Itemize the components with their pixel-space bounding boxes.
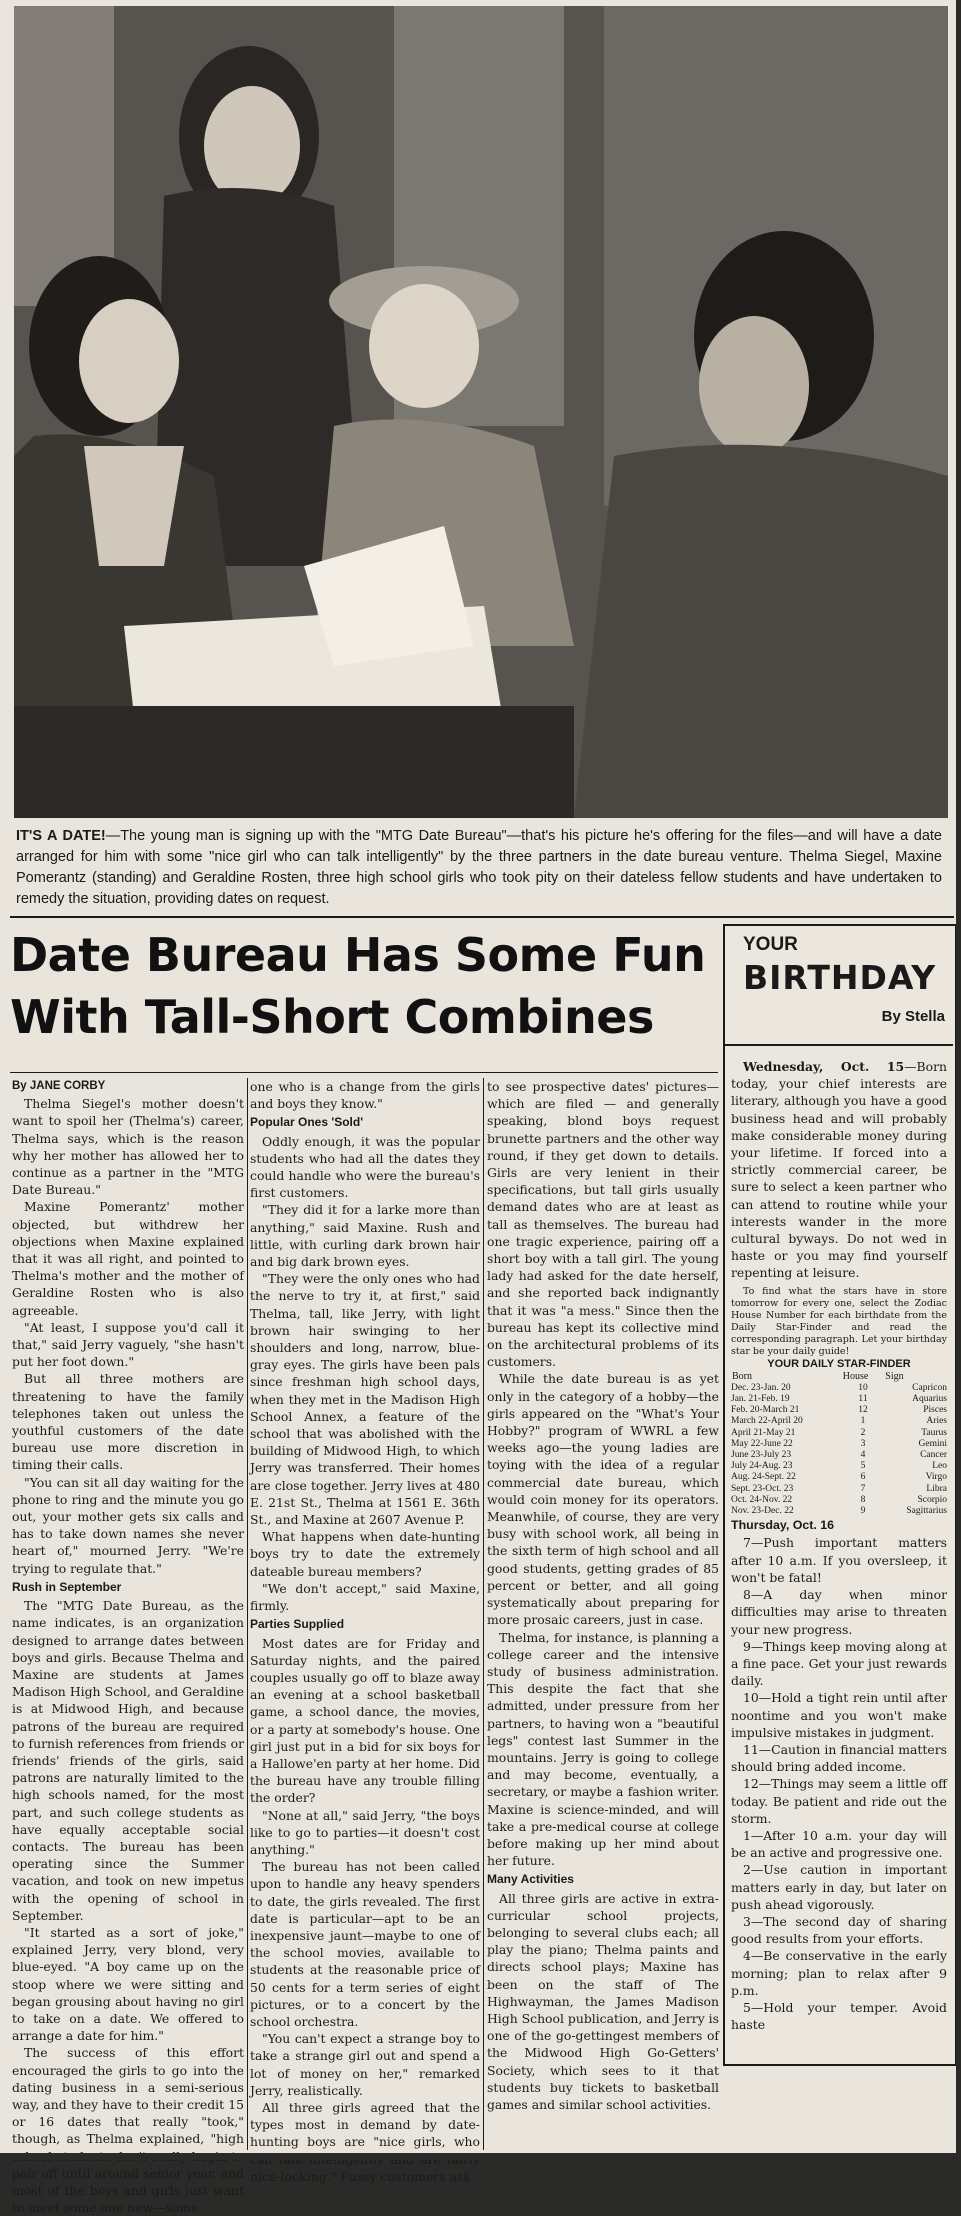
paragraph: "They did it for a larke more than anything," said Maxine. Rush and little, with curling dark brown hair and big dark brown eyes. [250, 1202, 480, 1270]
horoscope-item: 9—Things keep moving along at a fine pace. Get your just rewards daily. [731, 1638, 947, 1689]
paragraph: "They were the only ones who had the nerve to try it, at first," said Thelma, tall, like Jerry, with light brown hair swinging to her shoulders and long, narrow, blue-gray eyes. The girls have been pals since freshman high school days, when they met in the Madison High School Annex, a feature of the school that was abolished with the building of Midwood High, to which Jerry was transferred. Their homes are close together. Jerry lives at 480 E. 21st St., Thelma at 1561 E. 36th St., and Maxine at 2607 Avenue P. [250, 1271, 480, 1528]
paragraph: "You can sit all day waiting for the phone to ring and the minute you go out, your mother gets six calls and has to take down names she never heart of," mourned Jerry. "We're trying to regulate that." [12, 1474, 244, 1576]
horoscope-item: 2—Use caution in important matters early in day, but later on push ahead vigorously. [731, 1862, 947, 1912]
paragraph: "It started as a sort of joke," explained Jerry, very blond, very blue-eyed. "A boy came up on the stoop where we were sitting and began grousing about having no girl to take on a date. We offered to arrange a date for him." [12, 1924, 244, 2044]
house-cell: 7 [860, 1483, 866, 1494]
paragraph: But all three mothers are threatening to have the family telephones taken out unless the youthful customers of the date bureau use more discretion in timing their calls. [12, 1371, 244, 1473]
day-heading-wednesday: Wednesday, Oct. 15 [743, 1059, 905, 1074]
table-row [731, 1506, 947, 1517]
sign-cell: Libra [926, 1483, 947, 1494]
headline [10, 924, 715, 1048]
subhead-rush: Rush in September [12, 1579, 122, 1594]
horoscope-title: BIRTHDAY [743, 958, 937, 997]
horoscope-item: 7—Push important matters after 10 a.m. If you oversleep, it won't be fatal! [731, 1535, 947, 1585]
born-cell: Oct. 24-Nov. 22 [731, 1494, 793, 1505]
table-row [731, 1495, 947, 1506]
horoscope-byline: By Stella [881, 1008, 945, 1025]
paragraph: to see prospective dates' pictures—which are filed — and generally speaking, blond boys request brunette partners and the other way round, if they get down to details. Girls are very lenient in their specifications, but tall girls usually demand dates who are at least as tall as themselves. The bureau had one tragic experience, pairing off a short boy with a tall girl. The young lady had asked for the date herself, and she reported back indignantly that it was "a mess." Since then the bureau has kept its collective mind on the architectural problems of its customers. [487, 1079, 719, 1370]
paragraph: While the date bureau is as yet only in the category of a hobby—the girls appeared on the "What's Your Hobby?" program of WWRL a few weeks ago—the young ladies are toying with the idea of a regular commercial date bureau, which would coin money for its operators. Meanwhile, of course, they are very busy with school work, all being in the sixth term of high school and all good students, getting grades of 85 percent or better, and all going systematically about preparing for more prosaic careers, just in case. [487, 1371, 719, 1628]
paragraph: Thelma, for instance, is planning a college career and the intensive study of business administration. This despite the fact that she admitted, under pressure from her partners, to having won a "beautiful legs" contest last Summer in the mountains. Jerry is going to college and may become, eventually, a secretary, or maybe a fashion writer. Maxine is science-minded, and will take a pre-medical course at college before making up her mind about her future. [487, 1629, 719, 1869]
sign-cell: Cancer [920, 1450, 947, 1461]
table-row [731, 1439, 947, 1450]
paragraph: Most dates are for Friday and Saturday nights, and the paired couples usually go off to blaze away an evening at a school basketball game, a school dance, the movies, or a party at somebody's house. One girl just put in a bid for six boys for a Hallowe'en party at her home. Did the bureau have any trouble filling the order? [250, 1635, 480, 1806]
star-finder-title: YOUR DAILY STAR-FINDER [767, 1357, 911, 1370]
paragraph: The success of this effort encouraged the girls to go into the dating business in a semi-serious way, and they have to their credit 15 or 16 dates that really "took," though, as Thelma explained, "high pair off until around senior year, and most of the boys and girls just want to meet some one new—some [12, 2045, 244, 2216]
column-rule-2 [483, 1078, 484, 2150]
news-photo [14, 6, 948, 818]
paragraph: All three girls agreed that the types most in demand by date-hunting boys are "nice girls, who nice-looking." Fussy customers ask [250, 2099, 480, 2184]
house-cell: 6 [860, 1472, 866, 1483]
horoscope-item: 12—Things may seem a little off today. Be patient and ride out the storm. [731, 1776, 947, 1826]
horoscope-item: 8—A day when minor difficulties may arise to threaten your new progress. [731, 1587, 947, 1637]
headline-line-2: With Tall-Short Combines [10, 990, 654, 1044]
horoscope-rule [725, 1044, 953, 1046]
table-header-row [731, 1370, 947, 1383]
article-column-3 [487, 1078, 719, 2153]
house-cell: 3 [860, 1438, 866, 1449]
horoscope-box [723, 924, 957, 2066]
table-row [731, 1405, 947, 1416]
horoscope-item: 10—Hold a tight rein until after noontime and you won't make impulsive mistakes in judgment. [731, 1690, 947, 1740]
day-heading-thursday: Thursday, Oct. 16 [731, 1518, 835, 1533]
horoscope-today [731, 1058, 947, 1282]
born-cell: Nov. 23-Dec. 22 [731, 1506, 794, 1517]
sign-cell: Aquarius [912, 1394, 947, 1405]
born-cell: May 22-June 22 [731, 1438, 793, 1449]
born-cell: March 22-April 20 [731, 1416, 803, 1427]
page-bottom-edge [0, 2153, 961, 2160]
house-cell: 12 [858, 1405, 868, 1416]
star-finder-table [731, 1370, 947, 1518]
paragraph: Thelma Siegel's mother doesn't want to spoil her (Thelma's) career, Thelma says, which is the reason why her mother has allowed her to continue as a partner in the "MTG Date Bureau." [12, 1096, 244, 1198]
sign-cell: Aries [926, 1416, 947, 1427]
born-cell: Sept. 23-Oct. 23 [731, 1483, 794, 1494]
photo-illustration [14, 6, 948, 818]
paragraph: The bureau has not been called upon to handle any heavy spenders to date, the girls revealed. The first date is particular—apt to be an inexpensive jaunt—maybe to one of the school movies, available to students at the reasonable price of 50 cents for a term series of eight pictures, or to a concert by the school orchestra. [250, 1859, 480, 2029]
star-finder-instructions: To find what the stars have in store tomorrow for every one, select the Zodiac House Number for each birthdate from the Daily Star-Finder and read the corresponding paragraph. Let your birthday star be your daily guide! [731, 1285, 947, 1357]
house-cell: 2 [860, 1427, 866, 1438]
house-cell: 10 [858, 1382, 868, 1393]
table-row [731, 1394, 947, 1405]
subhead-activities: Many Activities [487, 1872, 574, 1887]
paragraph: "None at all," said Jerry, "the boys like to go to parties—it doesn't cost anything." [250, 1807, 480, 1857]
column-header-house: House [842, 1370, 869, 1382]
horoscope-body [725, 1058, 953, 2033]
table-row [731, 1461, 947, 1472]
house-cell: 8 [860, 1494, 866, 1505]
paragraph: Maxine Pomerantz' mother objected, but withdrew her objections when Maxine explained that it was all right, and pointed to Thelma's mother and the mother of Geraldine Rosten who is also agreeable. [12, 1199, 244, 1318]
horoscope-item: 4—Be conservative in the early morning; plan to relax after 9 p.m. [731, 1948, 947, 1998]
born-cell: Jan. 21-Feb. 19 [731, 1394, 790, 1405]
sign-cell: Pisces [923, 1405, 947, 1416]
house-cell: 9 [860, 1506, 866, 1517]
table-row [731, 1484, 947, 1495]
house-cell: 11 [858, 1394, 868, 1405]
horoscope-item: 5—Hold your temper. Avoid haste [731, 1999, 947, 2033]
paragraph: one who is a change from the girls and boys they know." [250, 1079, 480, 1112]
sign-cell: Gemini [918, 1438, 947, 1449]
horoscope-your: YOUR [743, 934, 798, 955]
born-cell: Aug. 24-Sept. 22 [731, 1472, 796, 1483]
caption-lead: IT'S A DATE! [16, 828, 106, 844]
subhead-parties: Parties Supplied [250, 1617, 345, 1632]
table-row [731, 1416, 947, 1427]
caption-text: —The young man is signing up with the "MTG Date Bureau"—that's his picture he's offering for the files—and will have a date arranged for him with some "nice girl who can talk intelligently" by the three partners in the date bureau venture. Thelma Siegel, Maxine Pomerantz (standing) and Geraldine Rosten, three high school girls who took pity on their dateless fellow students and have undertaken to remedy the situation, providing dates on request. [16, 828, 942, 907]
house-cell: 4 [860, 1450, 866, 1461]
horoscope-item: 3—The second day of sharing good results from your efforts. [731, 1913, 947, 1947]
sign-cell: Scorpio [917, 1494, 947, 1505]
house-cell: 5 [860, 1461, 866, 1472]
born-cell: April 21-May 21 [731, 1427, 796, 1438]
sign-cell: Virgo [925, 1472, 947, 1483]
paragraph: The "MTG Date Bureau, as the name indicates, is an organization designed to arrange dates between boys and girls. Because Thelma and Maxine are students at James Madison High School, and Geraldine is at Midwood High, and because patrons of the bureau are required to furnish references from friends or friends' friends of the girls, said patrons are naturally limited to the high schools named, for the most part, and such college students as have equally acceptable social contacts. The bureau has been operating since the Summer vacation, and took on new impetus with the opening of school in September. [12, 1598, 244, 1923]
page-edge [956, 0, 961, 2160]
article-column-2 [250, 1078, 480, 2184]
sign-cell: Taurus [921, 1427, 947, 1438]
sign-cell: Sagittarius [906, 1506, 947, 1517]
paragraph: "We don't accept," said Maxine, firmly. [250, 1580, 480, 1614]
born-cell: Feb. 20-March 21 [731, 1405, 800, 1416]
today-text: —Born today, your chief interests are literary, although you have a good business head and will probably make considerable money during your lifetime. If forced into a strictly commercial career, be sure to select a keen partner who can attend to routine while your interests wander in the more cultural byways. Do not wed in haste or you may find yourself repenting at leisure. [731, 1059, 947, 1281]
paragraph: All three girls are active in extra-curricular school projects, belonging to several clubs each; all play the piano; Thelma paints and directs school plays; Maxine has been on the staff of The Highwayman, the James Madison High School publication, and Jerry is one of the go-gettingest members of the Midwood High Go-Getters' Society, which sees to it that students buy tickets to basketball games and similar school activities. [487, 1890, 719, 2112]
column-rule-1 [247, 1078, 248, 2150]
article-column-1 [12, 1078, 244, 2216]
paragraph: Oddly enough, it was the popular students who had all the dates they could handle who were the bureau's first customers. [250, 1133, 480, 1201]
column-header-sign: Sign [885, 1370, 904, 1382]
born-cell: June 23-July 23 [731, 1450, 792, 1461]
photo-caption [16, 826, 942, 910]
paragraph: "You can't expect a strange boy to take a strange girl out and spend a lot of money on her," remarked Jerry, realistically. [250, 2031, 480, 2098]
rule-under-caption [10, 916, 954, 918]
sign-cell: Leo [932, 1461, 947, 1472]
table-row [731, 1383, 947, 1394]
column-header-born: Born [732, 1370, 752, 1382]
paragraph: "At least, I suppose you'd call it that," said Jerry vaguely, "she hasn't put her foot down." [12, 1319, 244, 1370]
house-cell: 1 [860, 1416, 866, 1427]
sign-cell: Capricon [912, 1382, 947, 1393]
horoscope-item: 11—Caution in financial matters should bring added income. [731, 1741, 947, 1775]
table-row [731, 1428, 947, 1439]
table-row [731, 1450, 947, 1461]
subhead-popular: Popular Ones 'Sold' [250, 1115, 364, 1130]
horoscope-item: 1—After 10 a.m. your day will be an active and progressive one. [731, 1827, 947, 1861]
byline: By JANE CORBY [12, 1080, 106, 1092]
rule-under-headline [10, 1072, 718, 1073]
born-cell: July 24-Aug. 23 [731, 1461, 793, 1472]
headline-line-1: Date Bureau Has Some Fun [10, 928, 706, 982]
paragraph: What happens when date-hunting boys try to date the extremely dateable bureau members? [250, 1529, 480, 1579]
table-row [731, 1472, 947, 1483]
born-cell: Dec. 23-Jan. 20 [731, 1382, 791, 1393]
